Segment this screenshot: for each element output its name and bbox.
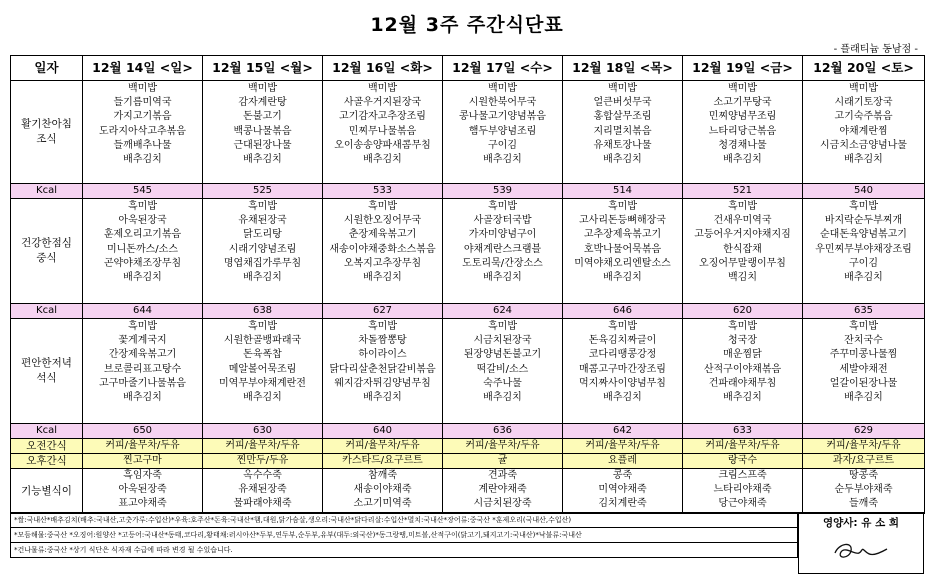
snack-item: 커피/율무차/두유 bbox=[83, 439, 203, 454]
functional-cell bbox=[563, 469, 683, 514]
menu-item: 미역야채오리엔탈소스 bbox=[574, 257, 671, 269]
meal-cell bbox=[203, 319, 323, 424]
menu-item: 배추김치 bbox=[603, 154, 642, 166]
menu-item: 순대돈육양념볶고기 bbox=[820, 229, 907, 241]
functional-cell bbox=[803, 469, 925, 514]
menu-item: 호박나물어묵볶음 bbox=[583, 243, 662, 255]
menu-item: 코다리땡콩강정 bbox=[588, 349, 657, 361]
meal-row bbox=[11, 81, 925, 184]
menu-item: 야채계란스크램블 bbox=[463, 243, 542, 255]
functional-item: 물파래야채죽 bbox=[233, 498, 292, 509]
functional-item: 콩죽 bbox=[612, 470, 633, 481]
kcal-value: 521 bbox=[683, 184, 803, 199]
menu-item: 고사리돈등뼈해장국 bbox=[579, 215, 666, 227]
menu-item: 구이김 bbox=[488, 139, 517, 151]
menu-item: 흑미밥 bbox=[849, 201, 878, 212]
menu-item: 바지락순두부찌개 bbox=[824, 215, 903, 227]
snack-item: 카스타드/요구르트 bbox=[323, 454, 443, 469]
menu-item: 고등어우거지야채지짐 bbox=[694, 229, 791, 241]
menu-item: 배추김치 bbox=[123, 154, 162, 166]
menu-item: 차돌짬뽕탕 bbox=[358, 335, 407, 347]
menu-item: 메알볼어묵조림 bbox=[228, 363, 297, 375]
menu-item: 매운찜닭 bbox=[723, 349, 762, 361]
menu-item: 콩나물고기양념볶음 bbox=[459, 111, 546, 123]
functional-cell bbox=[683, 469, 803, 514]
snack-row bbox=[11, 454, 925, 469]
meal-cell bbox=[83, 319, 203, 424]
kcal-value: 646 bbox=[563, 304, 683, 319]
menu-item: 감자계란탕 bbox=[238, 97, 287, 109]
menu-item: 배추김치 bbox=[844, 392, 883, 404]
snack-label: 오전간식 bbox=[11, 439, 83, 454]
menu-item: 배추김치 bbox=[363, 392, 402, 404]
menu-item: 백콩나물볶음 bbox=[233, 125, 292, 137]
menu-item: 숙주나물 bbox=[483, 377, 522, 389]
menu-item: 흑미밥 bbox=[728, 201, 757, 212]
menu-item: 건파래야채무침 bbox=[708, 377, 777, 389]
menu-item: 백미밥 bbox=[849, 83, 878, 94]
menu-item: 시원한오징어무국 bbox=[343, 215, 422, 227]
menu-item: 흑미밥 bbox=[128, 201, 157, 212]
meal-cell bbox=[563, 81, 683, 184]
menu-item: 유채토장나물 bbox=[593, 139, 652, 151]
menu-item: 백미밥 bbox=[128, 83, 157, 94]
menu-item: 새송이야채중화소스볶음 bbox=[329, 243, 436, 255]
menu-item: 야채계란찜 bbox=[839, 125, 888, 137]
functional-item: 크림스프죽 bbox=[718, 470, 767, 481]
snack-item: 찐만두/두유 bbox=[203, 454, 323, 469]
menu-item: 얼큰버섯무국 bbox=[593, 97, 652, 109]
menu-item: 시원한북어무국 bbox=[468, 97, 537, 109]
header-row bbox=[11, 56, 925, 81]
meal-label bbox=[11, 319, 83, 424]
meal-cell bbox=[323, 81, 443, 184]
menu-item: 배추김치 bbox=[363, 154, 402, 166]
weekly-menu-table bbox=[10, 55, 925, 514]
meal-label bbox=[11, 199, 83, 304]
kcal-row bbox=[11, 184, 925, 199]
functional-item: 시금치된장죽 bbox=[473, 498, 532, 509]
meal-cell bbox=[83, 199, 203, 304]
menu-item: 도토리묵/간장소스 bbox=[462, 257, 543, 269]
meal-cell bbox=[803, 199, 925, 304]
meal-cell bbox=[683, 81, 803, 184]
menu-item: 흑미밥 bbox=[608, 201, 637, 212]
menu-item: 주꾸미콩나물찜 bbox=[829, 349, 898, 361]
menu-item: 흑미밥 bbox=[128, 321, 157, 332]
kcal-value: 640 bbox=[323, 424, 443, 439]
menu-item: 사골우거지된장국 bbox=[343, 97, 422, 109]
kcal-value: 642 bbox=[563, 424, 683, 439]
menu-item: 고추장제육볶고기 bbox=[583, 229, 662, 241]
menu-item: 웨지감자튀김양념무침 bbox=[334, 377, 431, 389]
menu-item: 돈육폭찹 bbox=[243, 349, 282, 361]
menu-item: 아욱된장국 bbox=[118, 215, 167, 227]
menu-item: 흑미밥 bbox=[849, 321, 878, 332]
menu-item: 들기름미역국 bbox=[113, 97, 172, 109]
menu-item: 민찌양념무조림 bbox=[708, 111, 777, 123]
menu-item: 유채된장국 bbox=[238, 215, 287, 227]
menu-item: 배추김치 bbox=[603, 392, 642, 404]
menu-item: 시금치소금양념나물 bbox=[820, 139, 907, 151]
kcal-value: 525 bbox=[203, 184, 323, 199]
snack-label: 오후간식 bbox=[11, 454, 83, 469]
functional-item: 참깨죽 bbox=[368, 470, 397, 481]
meal-cell bbox=[323, 319, 443, 424]
snack-item: 커피/율무차/두유 bbox=[563, 439, 683, 454]
kcal-value: 638 bbox=[203, 304, 323, 319]
snack-item: 커피/율무차/두유 bbox=[803, 439, 925, 454]
menu-item: 한식잡채 bbox=[723, 243, 762, 255]
menu-item: 건새우미역국 bbox=[713, 215, 772, 227]
menu-item: 훈제오리고기볶음 bbox=[103, 229, 182, 241]
functional-label: 기능별식이 bbox=[11, 469, 83, 514]
day-header: 12월 18일 <목> bbox=[563, 56, 683, 81]
meal-cell bbox=[683, 319, 803, 424]
menu-item: 구이김 bbox=[849, 257, 878, 269]
menu-item: 흑미밥 bbox=[248, 201, 277, 212]
kcal-value: 636 bbox=[443, 424, 563, 439]
menu-item: 배추김치 bbox=[243, 272, 282, 284]
kcal-label: Kcal bbox=[11, 304, 83, 319]
functional-item: 김치계란죽 bbox=[598, 498, 647, 509]
menu-item: 배추김치 bbox=[603, 272, 642, 284]
note-origin: *쌀:국내산*배추김치(배추:국내산,고춧가루:수입산)*우육:호주산*돈육:국내산*햄,대원,닭가슴살,생오리:국내산*닭다리살:수입산*멸치:국내산*장어류:중국산 *훈제오리(국내산,수입산) bbox=[10, 512, 798, 528]
functional-cell bbox=[83, 469, 203, 514]
kcal-row bbox=[11, 304, 925, 319]
menu-item: 먹지짜사이양념무침 bbox=[579, 377, 666, 389]
functional-item: 흑임자죽 bbox=[123, 470, 162, 481]
menu-item: 하이라이스 bbox=[358, 349, 407, 361]
menu-item: 돈불고기 bbox=[243, 111, 282, 123]
menu-item: 배추김치 bbox=[483, 272, 522, 284]
menu-item: 고기숙주볶음 bbox=[834, 111, 893, 123]
menu-item: 곤약야채조장무침 bbox=[103, 257, 182, 269]
menu-item: 백미밥 bbox=[608, 83, 637, 94]
signature-image bbox=[829, 535, 893, 565]
menu-item: 근대된장나물 bbox=[233, 139, 292, 151]
menu-item: 세발야채전 bbox=[839, 363, 888, 375]
day-header: 12월 20일 <토> bbox=[803, 56, 925, 81]
meal-cell bbox=[83, 81, 203, 184]
functional-item: 당근야채죽 bbox=[718, 498, 767, 509]
meal-cell bbox=[683, 199, 803, 304]
functional-cell bbox=[443, 469, 563, 514]
branch-name: - 플래티늄 동남점 - bbox=[833, 44, 918, 55]
menu-item: 고구마줄기나물볶음 bbox=[99, 377, 186, 389]
menu-item: 배추김치 bbox=[723, 392, 762, 404]
functional-item: 유채된장죽 bbox=[238, 484, 287, 495]
menu-item: 얼갈이된장나물 bbox=[829, 377, 898, 389]
menu-item: 민찌무나물볶음 bbox=[348, 125, 417, 137]
menu-item: 흑미밥 bbox=[728, 321, 757, 332]
kcal-value: 514 bbox=[563, 184, 683, 199]
meal-cell bbox=[563, 319, 683, 424]
menu-item: 백미밥 bbox=[488, 83, 517, 94]
menu-item: 흑미밥 bbox=[368, 321, 397, 332]
functional-item: 새송이야채죽 bbox=[353, 484, 412, 495]
meal-cell bbox=[203, 81, 323, 184]
menu-item: 배추김치 bbox=[844, 272, 883, 284]
meal-label-line: 편안한저녁 bbox=[21, 357, 72, 369]
menu-item: 배추김치 bbox=[723, 154, 762, 166]
menu-item: 배추김치 bbox=[483, 154, 522, 166]
dietitian-box bbox=[798, 512, 924, 574]
meal-label bbox=[11, 81, 83, 184]
menu-item: 배추김치 bbox=[483, 392, 522, 404]
note-origin-2: *모듬해물:중국산 *오징어:원양산 *고등어:국내산*동태,코다리,황태채:러시아산*두부,연두부,순두부,유부(대두:외국산)*동그랑땡,미트볼,산적구이(닭고기,돼지고기:국내산)*낙불류:국내산 bbox=[10, 527, 798, 543]
date-header-label: 일자 bbox=[11, 56, 83, 81]
functional-item: 표고야채죽 bbox=[118, 498, 167, 509]
menu-item: 흑미밥 bbox=[488, 321, 517, 332]
menu-item: 소고기무탕국 bbox=[713, 97, 772, 109]
functional-cell bbox=[323, 469, 443, 514]
snack-item: 커피/율무차/두유 bbox=[443, 439, 563, 454]
kcal-value: 650 bbox=[83, 424, 203, 439]
snack-row bbox=[11, 439, 925, 454]
meal-label-line: 건강한점심 bbox=[21, 237, 72, 249]
kcal-row bbox=[11, 424, 925, 439]
menu-item: 오이송송양파새콤무침 bbox=[334, 139, 431, 151]
meal-row bbox=[11, 199, 925, 304]
kcal-value: 627 bbox=[323, 304, 443, 319]
kcal-value: 644 bbox=[83, 304, 203, 319]
meal-label-line: 조식 bbox=[36, 133, 57, 145]
menu-item: 된장양념돈불고기 bbox=[463, 349, 542, 361]
day-header: 12월 19일 <금> bbox=[683, 56, 803, 81]
meal-cell bbox=[563, 199, 683, 304]
meal-cell bbox=[323, 199, 443, 304]
day-header: 12월 14일 <일> bbox=[83, 56, 203, 81]
dietitian-name: 영양사: 유 소 희 bbox=[822, 517, 900, 529]
menu-item: 닭다리살춘천닭갈비볶음 bbox=[329, 363, 436, 375]
menu-item: 흑미밥 bbox=[488, 201, 517, 212]
menu-item: 들깨배추나물 bbox=[113, 139, 172, 151]
menu-item: 춘장제육볶고기 bbox=[348, 229, 417, 241]
functional-row bbox=[11, 469, 925, 514]
page-title: 12월 3주 주간식단표 bbox=[370, 14, 564, 36]
kcal-label: Kcal bbox=[11, 184, 83, 199]
menu-item: 지리멸치볶음 bbox=[593, 125, 652, 137]
kcal-value: 629 bbox=[803, 424, 925, 439]
kcal-value: 635 bbox=[803, 304, 925, 319]
menu-item: 청경채나물 bbox=[718, 139, 767, 151]
menu-item: 시원한골뱅파래국 bbox=[223, 335, 302, 347]
meal-cell bbox=[203, 199, 323, 304]
functional-item: 땅콩죽 bbox=[849, 470, 878, 481]
meal-row bbox=[11, 319, 925, 424]
menu-item: 배추김치 bbox=[123, 272, 162, 284]
snack-item: 귤 bbox=[443, 454, 563, 469]
menu-item: 가지고기볶음 bbox=[113, 111, 172, 123]
menu-item: 시래기양념조림 bbox=[228, 243, 297, 255]
menu-item: 배추김치 bbox=[844, 154, 883, 166]
menu-item: 오징어무말랭이무침 bbox=[699, 257, 786, 269]
snack-item: 커피/율무차/두유 bbox=[323, 439, 443, 454]
menu-item: 사골장터국밥 bbox=[473, 215, 532, 227]
note-disclaimer: *건나물류:중국산 *상기 식단은 식자재 수급에 따라 변경 될 수있습니다. bbox=[10, 542, 798, 558]
day-header: 12월 15일 <월> bbox=[203, 56, 323, 81]
menu-item: 백미밥 bbox=[248, 83, 277, 94]
menu-item: 미니돈까스/소스 bbox=[107, 243, 178, 255]
functional-cell bbox=[203, 469, 323, 514]
snack-item: 과자/요구르트 bbox=[803, 454, 925, 469]
kcal-value: 630 bbox=[203, 424, 323, 439]
menu-item: 잔치국수 bbox=[844, 335, 883, 347]
meal-label-line: 활기찬아침 bbox=[21, 118, 72, 130]
menu-item: 닭도리탕 bbox=[243, 229, 282, 241]
snack-item: 랑국수 bbox=[683, 454, 803, 469]
menu-item: 흑미밥 bbox=[248, 321, 277, 332]
snack-item: 찐고구마 bbox=[83, 454, 203, 469]
kcal-value: 533 bbox=[323, 184, 443, 199]
functional-item: 계란야채죽 bbox=[478, 484, 527, 495]
kcal-label: Kcal bbox=[11, 424, 83, 439]
menu-item: 흑미밥 bbox=[608, 321, 637, 332]
kcal-value: 633 bbox=[683, 424, 803, 439]
menu-item: 도라지아삭고추볶음 bbox=[99, 125, 186, 137]
menu-item: 배추김치 bbox=[243, 154, 282, 166]
menu-item: 오복지고추장무침 bbox=[343, 257, 422, 269]
menu-item: 간장제육볶고기 bbox=[108, 349, 177, 361]
functional-item: 아욱된장죽 bbox=[118, 484, 167, 495]
menu-item: 백김치 bbox=[728, 272, 757, 284]
kcal-value: 545 bbox=[83, 184, 203, 199]
functional-item: 들깨죽 bbox=[849, 498, 878, 509]
kcal-value: 620 bbox=[683, 304, 803, 319]
kcal-value: 540 bbox=[803, 184, 925, 199]
functional-item: 미역야채죽 bbox=[598, 484, 647, 495]
menu-item: 브로콜리표고탕수 bbox=[103, 363, 182, 375]
menu-item: 명엽채집가루무침 bbox=[223, 257, 302, 269]
menu-item: 배추김치 bbox=[363, 272, 402, 284]
meal-cell bbox=[803, 81, 925, 184]
menu-item: 매콤고구마간장조림 bbox=[579, 363, 666, 375]
notes bbox=[10, 512, 798, 558]
menu-item: 홍합살무조림 bbox=[593, 111, 652, 123]
meal-label-line: 석식 bbox=[36, 372, 57, 384]
menu-item: 꽃게계국지 bbox=[118, 335, 167, 347]
functional-item: 느타리야채죽 bbox=[713, 484, 772, 495]
functional-item: 소고기미역죽 bbox=[353, 498, 412, 509]
menu-item: 가자미양념구이 bbox=[468, 229, 537, 241]
menu-item: 떡갈비/소스 bbox=[476, 363, 529, 375]
day-header: 12월 17일 <수> bbox=[443, 56, 563, 81]
menu-item: 청국장 bbox=[728, 335, 757, 347]
kcal-value: 624 bbox=[443, 304, 563, 319]
menu-item: 우민찌무부야채장조림 bbox=[815, 243, 912, 255]
day-header: 12월 16일 <화> bbox=[323, 56, 443, 81]
snack-item: 커피/율무차/두유 bbox=[203, 439, 323, 454]
snack-item: 커피/율무차/두유 bbox=[683, 439, 803, 454]
meal-label-line: 중식 bbox=[36, 252, 57, 264]
menu-item: 시금치된장국 bbox=[473, 335, 532, 347]
meal-cell bbox=[443, 81, 563, 184]
meal-cell bbox=[803, 319, 925, 424]
menu-item: 백미밥 bbox=[728, 83, 757, 94]
menu-item: 고기감자고추장조림 bbox=[339, 111, 426, 123]
menu-item: 백미밥 bbox=[368, 83, 397, 94]
menu-item: 느타리당근볶음 bbox=[708, 125, 777, 137]
menu-item: 배추김치 bbox=[243, 392, 282, 404]
menu-item: 미역무부야채계란전 bbox=[219, 377, 306, 389]
kcal-value: 539 bbox=[443, 184, 563, 199]
functional-item: 견과죽 bbox=[488, 470, 517, 481]
menu-item: 배추김치 bbox=[123, 392, 162, 404]
meal-cell bbox=[443, 199, 563, 304]
functional-item: 옥수수죽 bbox=[243, 470, 282, 481]
functional-item: 순두부야채죽 bbox=[834, 484, 893, 495]
menu-item: 햄두부양념조림 bbox=[468, 125, 537, 137]
meal-cell bbox=[443, 319, 563, 424]
snack-item: 요플레 bbox=[563, 454, 683, 469]
menu-item: 산적구이야채볶음 bbox=[703, 363, 782, 375]
menu-item: 시래기토장국 bbox=[834, 97, 893, 109]
menu-item: 돈육김치짜글이 bbox=[588, 335, 657, 347]
menu-item: 흑미밥 bbox=[368, 201, 397, 212]
